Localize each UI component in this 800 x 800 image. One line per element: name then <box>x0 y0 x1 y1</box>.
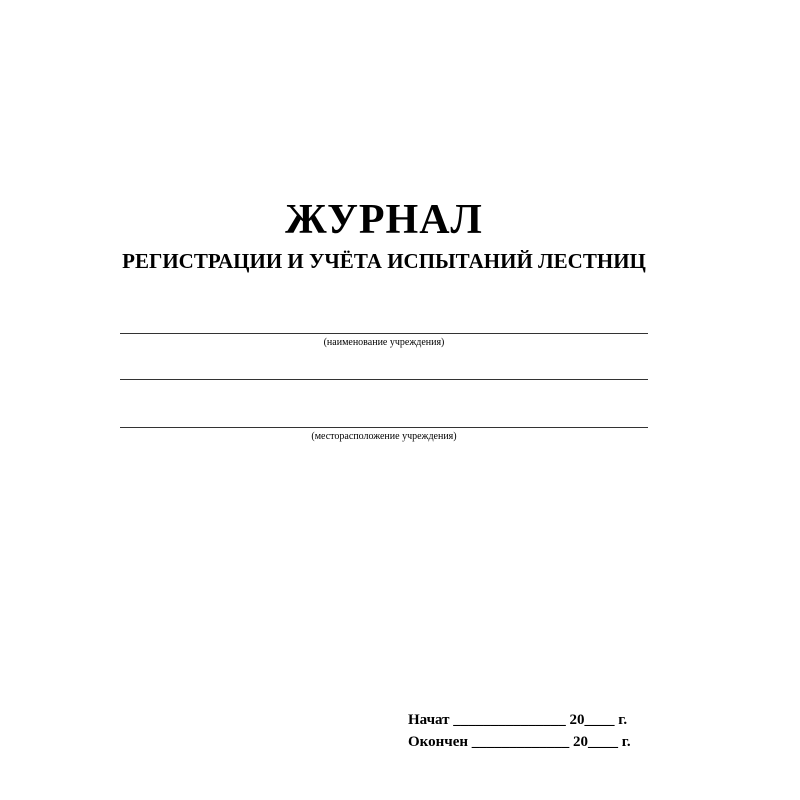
institution-location-caption: (месторасположение учреждения) <box>311 431 457 442</box>
institution-name-line <box>120 333 648 334</box>
document-subtitle: РЕГИСТРАЦИИ И УЧЁТА ИСПЫТАНИЙ ЛЕСТНИЦ <box>122 249 646 273</box>
document-title: ЖУРНАЛ <box>285 197 483 243</box>
institution-location-line <box>120 427 648 428</box>
started-date-line: Начат _______________ 20____ г. <box>408 712 628 728</box>
finished-date-line: Окончен _____________ 20____ г. <box>408 734 631 750</box>
institution-name-caption: (наименование учреждения) <box>323 337 445 348</box>
institution-name-continuation-line <box>120 379 648 380</box>
